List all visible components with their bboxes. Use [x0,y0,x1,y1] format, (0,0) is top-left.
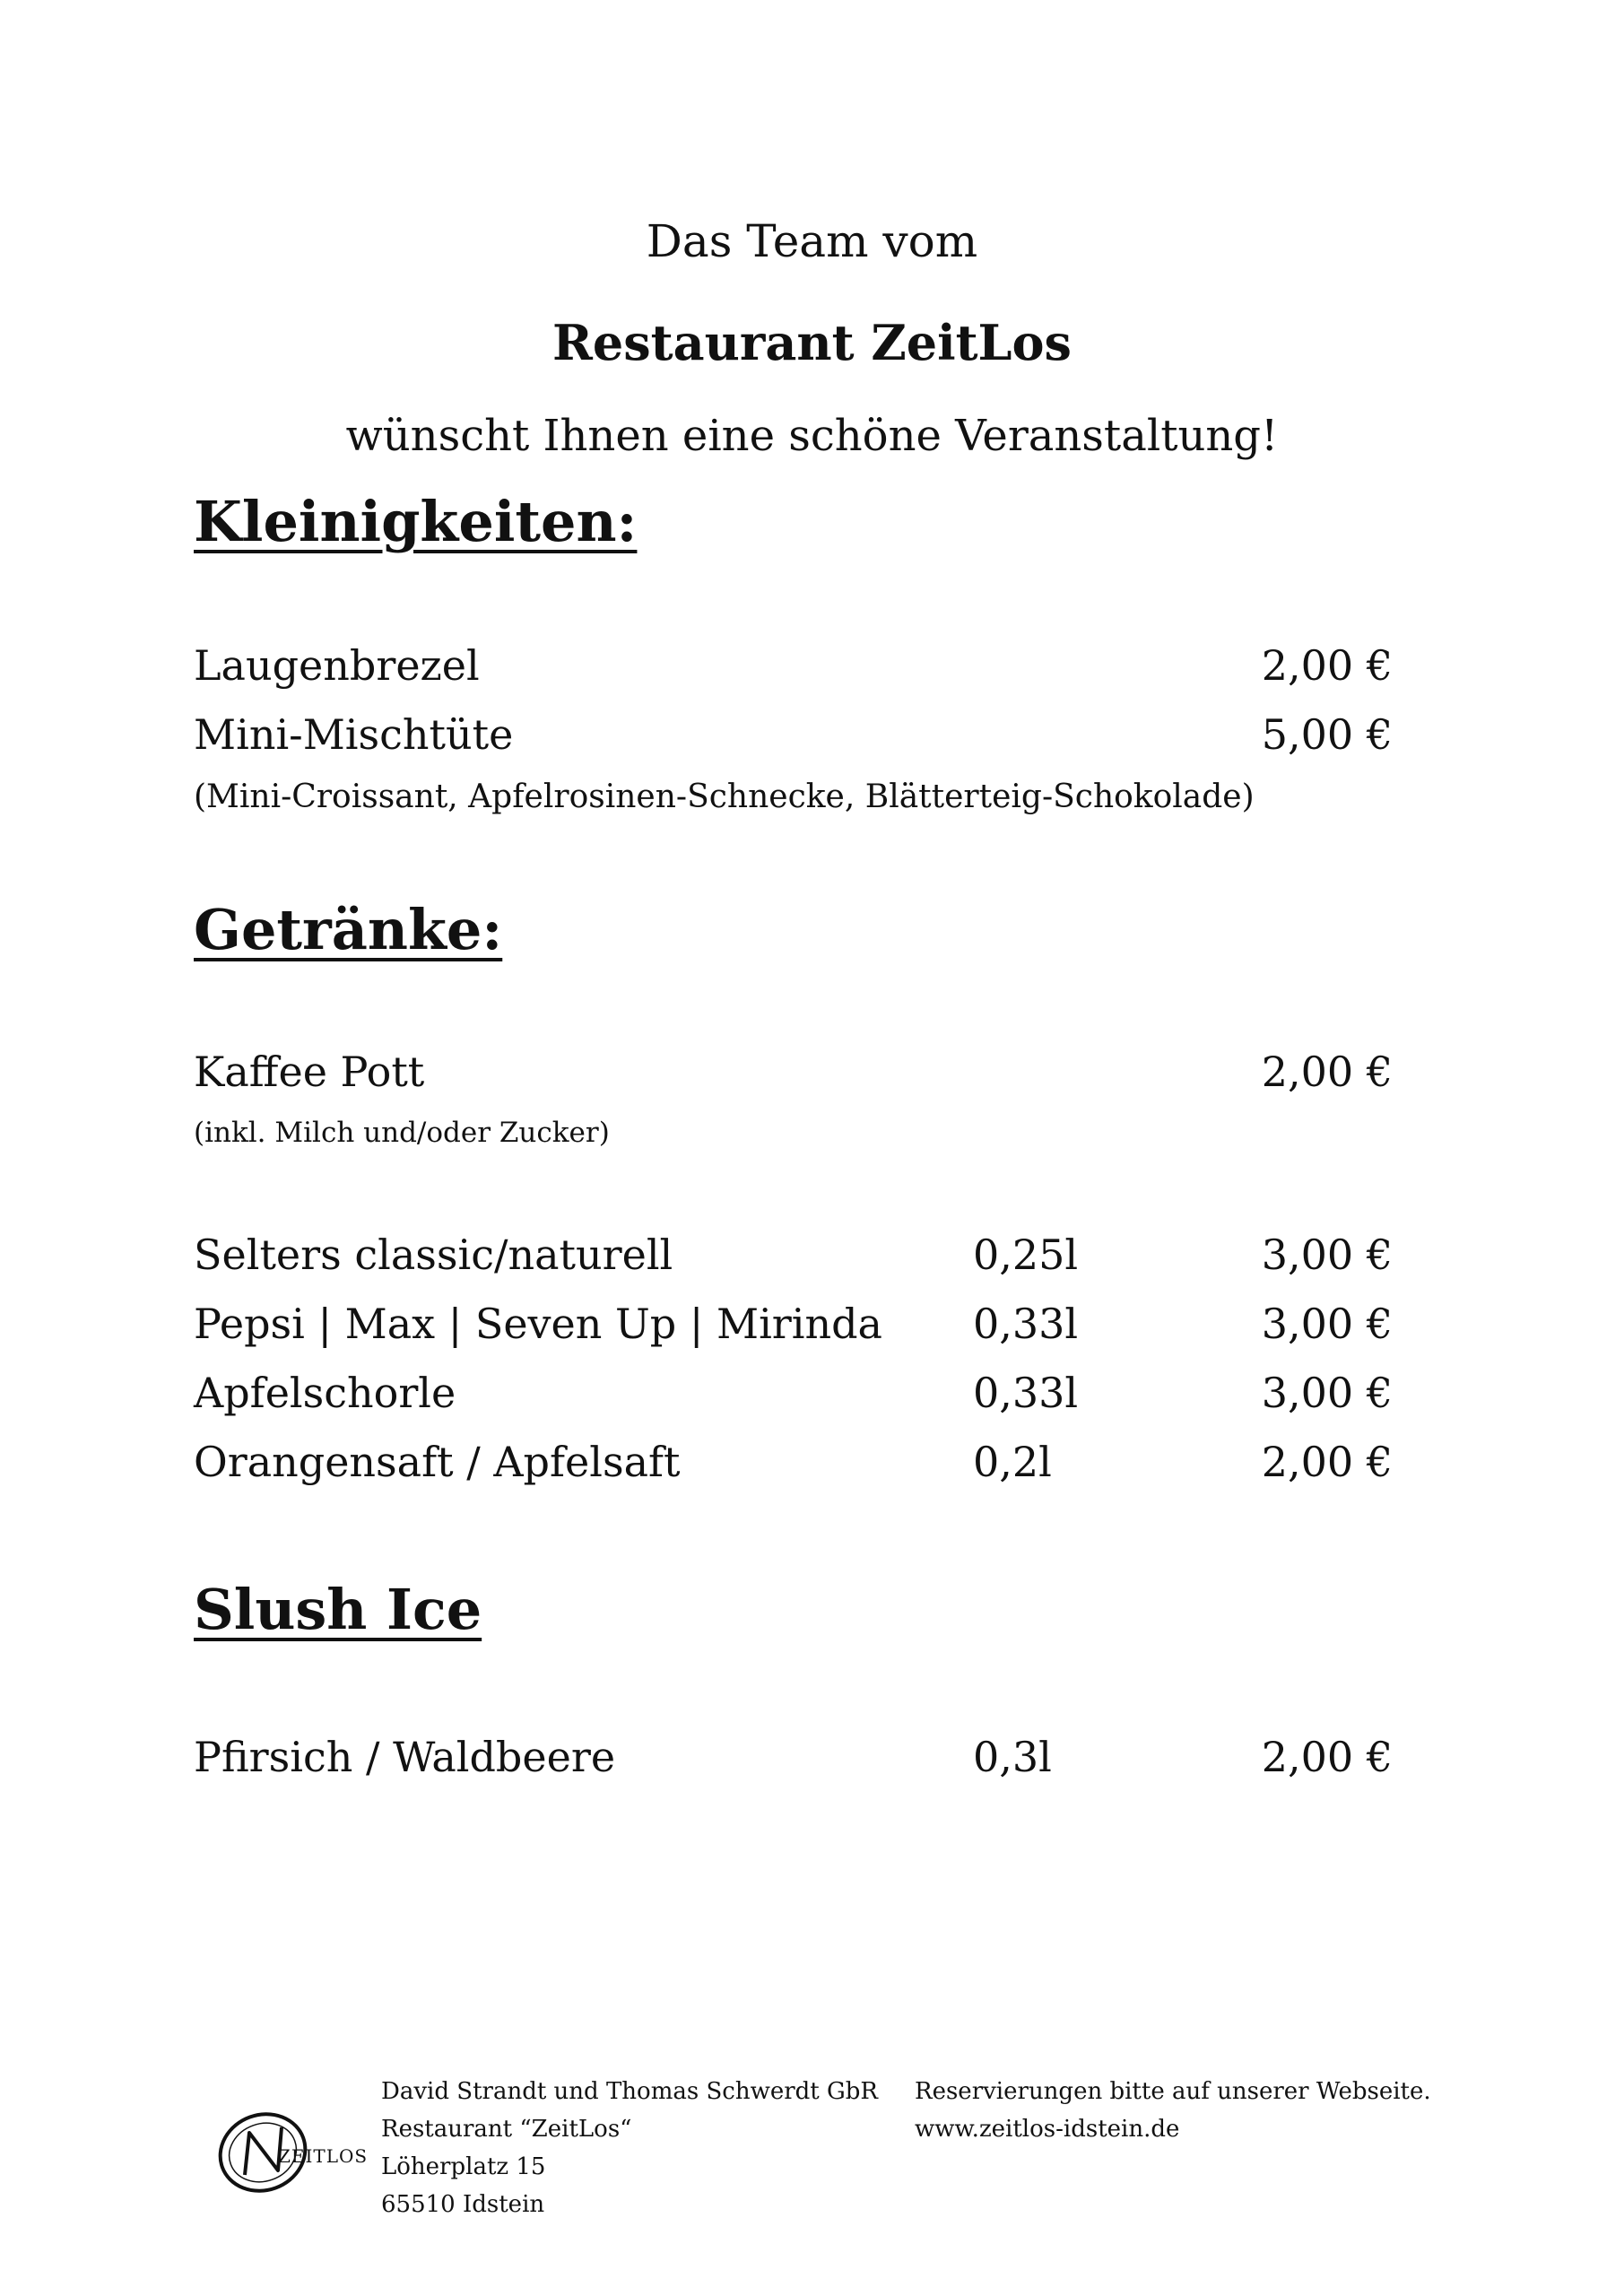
menu-item-volume: 0,33l [973,1300,1079,1348]
menu-item-price: 2,00 € [1261,1438,1393,1486]
menu-item-volume: 0,25l [973,1231,1079,1279]
footer-website-link[interactable]: www.zeitlos-idstein.de [915,2116,1180,2143]
menu-item-name: Apfelschorle [194,1369,456,1417]
menu-item-note: (inkl. Milch und/oder Zucker) [194,1117,610,1149]
section-heading-slush-ice: Slush Ice [194,1577,482,1642]
menu-item-price: 2,00 € [1261,641,1393,690]
intro-line-1: Das Team vom [646,215,978,267]
menu-item-name: Kaffee Pott [194,1048,425,1096]
footer-address-line: Restaurant “ZeitLos“ [381,2116,632,2143]
menu-item-name: Orangensaft / Apfelsaft [194,1438,681,1486]
menu-item-name: Selters classic/naturell [194,1231,673,1279]
menu-item-price: 3,00 € [1261,1369,1393,1417]
menu-item-volume: 0,3l [973,1733,1052,1781]
menu-item-name: Pfirsich / Waldbeere [194,1733,616,1781]
menu-item-note: (Mini-Croissant, Apfelrosinen-Schnecke, Blätterteig-Schokolade) [194,778,1255,815]
intro-line-3: wünscht Ihnen eine schöne Veranstaltung! [345,411,1279,461]
logo-wordmark: ZEITLOS [278,2145,369,2167]
section-heading-kleinigkeiten: Kleinigkeiten: [194,489,638,554]
menu-item-name: Laugenbrezel [194,641,480,690]
footer-address-line: 65510 Idstein [381,2191,545,2218]
menu-item-price: 2,00 € [1261,1048,1393,1096]
footer-reservation-note: Reservierungen bitte auf unserer Webseite. [915,2078,1431,2105]
menu-item-volume: 0,2l [973,1438,1052,1486]
menu-item-price: 3,00 € [1261,1300,1393,1348]
menu-item-price: 3,00 € [1261,1231,1393,1279]
footer-address-line: Löherplatz 15 [381,2153,546,2180]
menu-item-name: Pepsi | Max | Seven Up | Mirinda [194,1300,882,1348]
footer-address-line: David Strandt und Thomas Schwerdt GbR [381,2078,878,2105]
zeitlos-logo [213,2099,369,2206]
menu-item-name: Mini-Mischtüte [194,710,514,759]
menu-item-price: 2,00 € [1261,1733,1393,1781]
menu-item-price: 5,00 € [1261,710,1393,759]
restaurant-name: Restaurant ZeitLos [552,314,1072,371]
section-heading-getraenke: Getränke: [194,897,503,962]
menu-item-volume: 0,33l [973,1369,1079,1417]
